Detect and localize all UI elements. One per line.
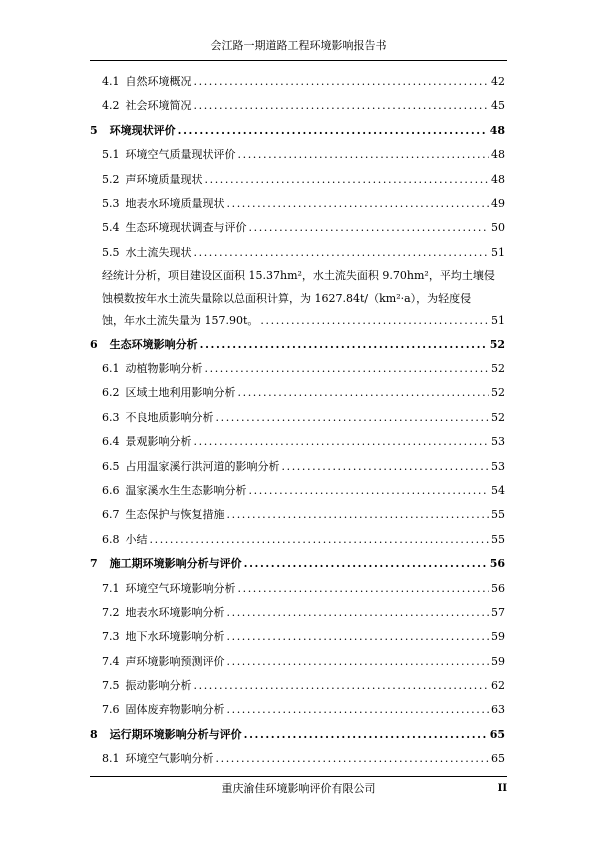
toc-section-entry[interactable]	[90, 406, 505, 430]
toc-entry-label: 环境现状评价	[109, 123, 176, 137]
page-header	[90, 38, 507, 61]
toc-page-number: 48	[491, 172, 505, 186]
toc-group	[90, 70, 505, 265]
dot-leader	[216, 747, 490, 771]
toc-entry-number: 6.1	[102, 362, 120, 376]
toc-page-number: 50	[491, 221, 505, 235]
toc-entry-label: 温家溪水生生态影响分析	[125, 483, 247, 497]
page-footer	[90, 776, 507, 797]
toc-chapter-entry[interactable]	[90, 723, 505, 747]
paragraph-line: 经统计分析，项目建设区面积 15.37hm²，水土流失面积 9.70hm²，平均土壤侵	[102, 269, 495, 283]
toc-entry-label: 生态环境影响分析	[109, 337, 198, 351]
toc-entry-label: 水土流失现状	[125, 245, 192, 259]
dot-leader	[244, 552, 488, 576]
toc-page-number: 53	[491, 459, 505, 473]
toc-entry-number: 7.1	[102, 581, 120, 595]
toc-section-entry[interactable]	[90, 143, 505, 167]
toc-page-number: 51	[491, 245, 505, 259]
toc-entry-label: 区域土地利用影响分析	[125, 386, 236, 400]
toc-section-entry[interactable]	[90, 674, 505, 698]
dot-leader	[227, 601, 490, 625]
toc-entry-number: 7.3	[102, 630, 120, 644]
toc-entry-number: 6.4	[102, 435, 120, 449]
toc-entry-number: 5.3	[102, 196, 120, 210]
toc-entry-label: 环境空气影响分析	[125, 752, 214, 766]
toc-entry-number: 8	[90, 727, 98, 741]
toc-page-number: 63	[491, 703, 505, 717]
toc-entry-label: 环境空气环境影响分析	[125, 581, 236, 595]
toc-entry-number: 7.4	[102, 654, 120, 668]
toc-section-entry[interactable]	[90, 650, 505, 674]
toc-entry-label: 自然环境概况	[125, 75, 192, 88]
toc-entry-label: 地表水环境质量现状	[125, 196, 225, 210]
toc-section-entry[interactable]	[90, 747, 505, 771]
toc-section-entry[interactable]	[90, 577, 505, 601]
toc-entry-number: 7.6	[102, 703, 120, 717]
toc-page-number: 42	[491, 75, 505, 88]
dot-leader	[238, 577, 490, 601]
toc-page-number: 59	[491, 654, 505, 668]
toc-entry-number: 6.5	[102, 459, 120, 473]
toc-page-number: 65	[491, 752, 505, 766]
toc-entry-number: 7.5	[102, 679, 120, 693]
toc-page-number: 59	[491, 630, 505, 644]
toc-entry-number: 6.6	[102, 483, 120, 497]
toc-section-entry[interactable]	[90, 168, 505, 192]
dot-leader	[178, 119, 488, 143]
toc-page-number: 52	[491, 362, 505, 376]
toc-entry-number: 5.5	[102, 245, 120, 259]
toc-entry-number: 7	[90, 557, 98, 571]
toc-entry-label: 生态保护与恢复措施	[125, 508, 225, 522]
toc-entry-number: 6.3	[102, 410, 120, 424]
toc-entry-label: 占用温家溪行洪河道的影响分析	[125, 459, 280, 473]
toc-page-number: 65	[489, 727, 505, 741]
toc-section-entry[interactable]	[90, 94, 505, 118]
dot-leader	[282, 455, 490, 479]
dot-leader	[227, 192, 490, 216]
toc-section-entry[interactable]	[90, 192, 505, 216]
toc-page-number: 52	[489, 337, 505, 351]
toc-entry-number: 4.1	[102, 75, 120, 88]
toc-page-number: 52	[491, 386, 505, 400]
dot-leader	[194, 70, 490, 94]
dot-leader	[227, 650, 490, 674]
toc-entry-label: 景观影响分析	[125, 435, 192, 449]
dot-leader	[227, 698, 490, 722]
dot-leader	[244, 723, 488, 747]
toc-page-number: 52	[491, 410, 505, 424]
dot-leader	[200, 333, 488, 357]
dot-leader	[238, 381, 490, 405]
dot-leader	[227, 503, 490, 527]
toc-entry-label: 地下水环境影响分析	[125, 630, 225, 644]
toc-entry-number: 6	[90, 337, 98, 351]
company-name: 重庆渝佳环境影响评价有限公司	[221, 782, 376, 795]
toc-page-number: 54	[491, 483, 505, 497]
toc-chapter-entry[interactable]	[90, 119, 505, 143]
toc-page-number: 55	[491, 532, 505, 546]
toc-entry-label: 声环境质量现状	[125, 172, 203, 186]
toc-section-entry[interactable]	[90, 625, 505, 649]
dot-leader	[249, 216, 490, 240]
toc-section-entry[interactable]	[90, 528, 505, 552]
toc-entry-number: 6.8	[102, 532, 120, 546]
toc-entry-number: 5.2	[102, 172, 120, 186]
dot-leader	[238, 143, 490, 167]
toc-entry-label: 地表水环境影响分析	[125, 605, 225, 619]
toc-entry-number: 4.2	[102, 99, 120, 113]
dot-leader	[205, 168, 490, 192]
dot-leader	[194, 430, 490, 454]
toc-group	[90, 333, 505, 772]
footer-page-number: II	[497, 783, 507, 794]
toc-entry-number: 6.2	[102, 386, 120, 400]
toc-entry-number: 7.2	[102, 605, 120, 619]
toc-section-entry[interactable]	[90, 357, 505, 381]
document-title: 会江路一期道路工程环境影响报告书	[210, 39, 387, 52]
toc-entry-number: 5	[90, 123, 98, 137]
dot-leader	[216, 406, 490, 430]
toc-entry-label: 振动影响分析	[125, 679, 192, 693]
paragraph-line: 蚀模数按年水土流失量除以总面积计算，为 1627.84t/（km²·a），为轻度侵	[102, 291, 472, 305]
toc-page-number: 57	[491, 605, 505, 619]
toc-section-entry[interactable]	[90, 455, 505, 479]
toc-entry-number: 5.4	[102, 221, 120, 235]
toc-entry-label: 声环境影响预测评价	[125, 654, 225, 668]
toc-paragraph	[90, 265, 505, 333]
toc-entry-label: 动植物影响分析	[125, 362, 203, 376]
dot-leader	[249, 479, 490, 503]
toc-page-number: 48	[491, 148, 505, 162]
dot-leader	[194, 241, 490, 265]
toc-entry-number: 5.1	[102, 148, 120, 162]
toc-entry-label: 不良地质影响分析	[125, 410, 214, 424]
toc-page-number: 56	[491, 581, 505, 595]
toc-chapter-entry[interactable]	[90, 333, 505, 357]
toc-entry-label: 固体废弃物影响分析	[125, 703, 225, 717]
paragraph-line	[102, 310, 505, 333]
toc-section-entry[interactable]	[90, 430, 505, 454]
dot-leader	[227, 625, 490, 649]
paragraph-text: 蚀，年水土流失量为 157.90t。	[102, 314, 259, 328]
toc-page-number: 48	[489, 123, 505, 137]
dot-leader	[205, 357, 490, 381]
toc-page-number: 53	[491, 435, 505, 449]
dot-leader	[194, 94, 490, 118]
toc-section-entry[interactable]	[90, 479, 505, 503]
dot-leader	[260, 310, 489, 333]
toc-entry-number: 6.7	[102, 508, 120, 522]
toc-section-entry[interactable]	[90, 698, 505, 722]
toc-section-entry[interactable]	[90, 216, 505, 240]
toc-entry-label: 小结	[125, 532, 148, 546]
toc-entry-label: 社会环境简况	[125, 99, 192, 113]
toc-page-number: 49	[491, 196, 505, 210]
toc-section-entry[interactable]	[90, 70, 505, 94]
dot-leader	[194, 674, 490, 698]
toc-section-entry[interactable]	[90, 503, 505, 527]
table-of-contents	[90, 70, 505, 772]
toc-page-number: 56	[489, 557, 505, 571]
toc-entry-label: 运行期环境影响分析与评价	[109, 727, 242, 741]
toc-page-number: 51	[491, 314, 505, 328]
toc-entry-label: 施工期环境影响分析与评价	[109, 557, 242, 571]
toc-section-entry[interactable]	[90, 601, 505, 625]
toc-section-entry[interactable]	[90, 381, 505, 405]
toc-entry-label: 环境空气质量现状评价	[125, 148, 236, 162]
toc-chapter-entry[interactable]	[90, 552, 505, 576]
toc-section-entry[interactable]	[90, 241, 505, 265]
toc-entry-label: 生态环境现状调查与评价	[125, 221, 247, 235]
toc-page-number: 45	[491, 99, 505, 113]
toc-page-number: 62	[491, 679, 505, 693]
toc-page-number: 55	[491, 508, 505, 522]
toc-entry-number: 8.1	[102, 752, 120, 766]
dot-leader	[150, 528, 490, 552]
